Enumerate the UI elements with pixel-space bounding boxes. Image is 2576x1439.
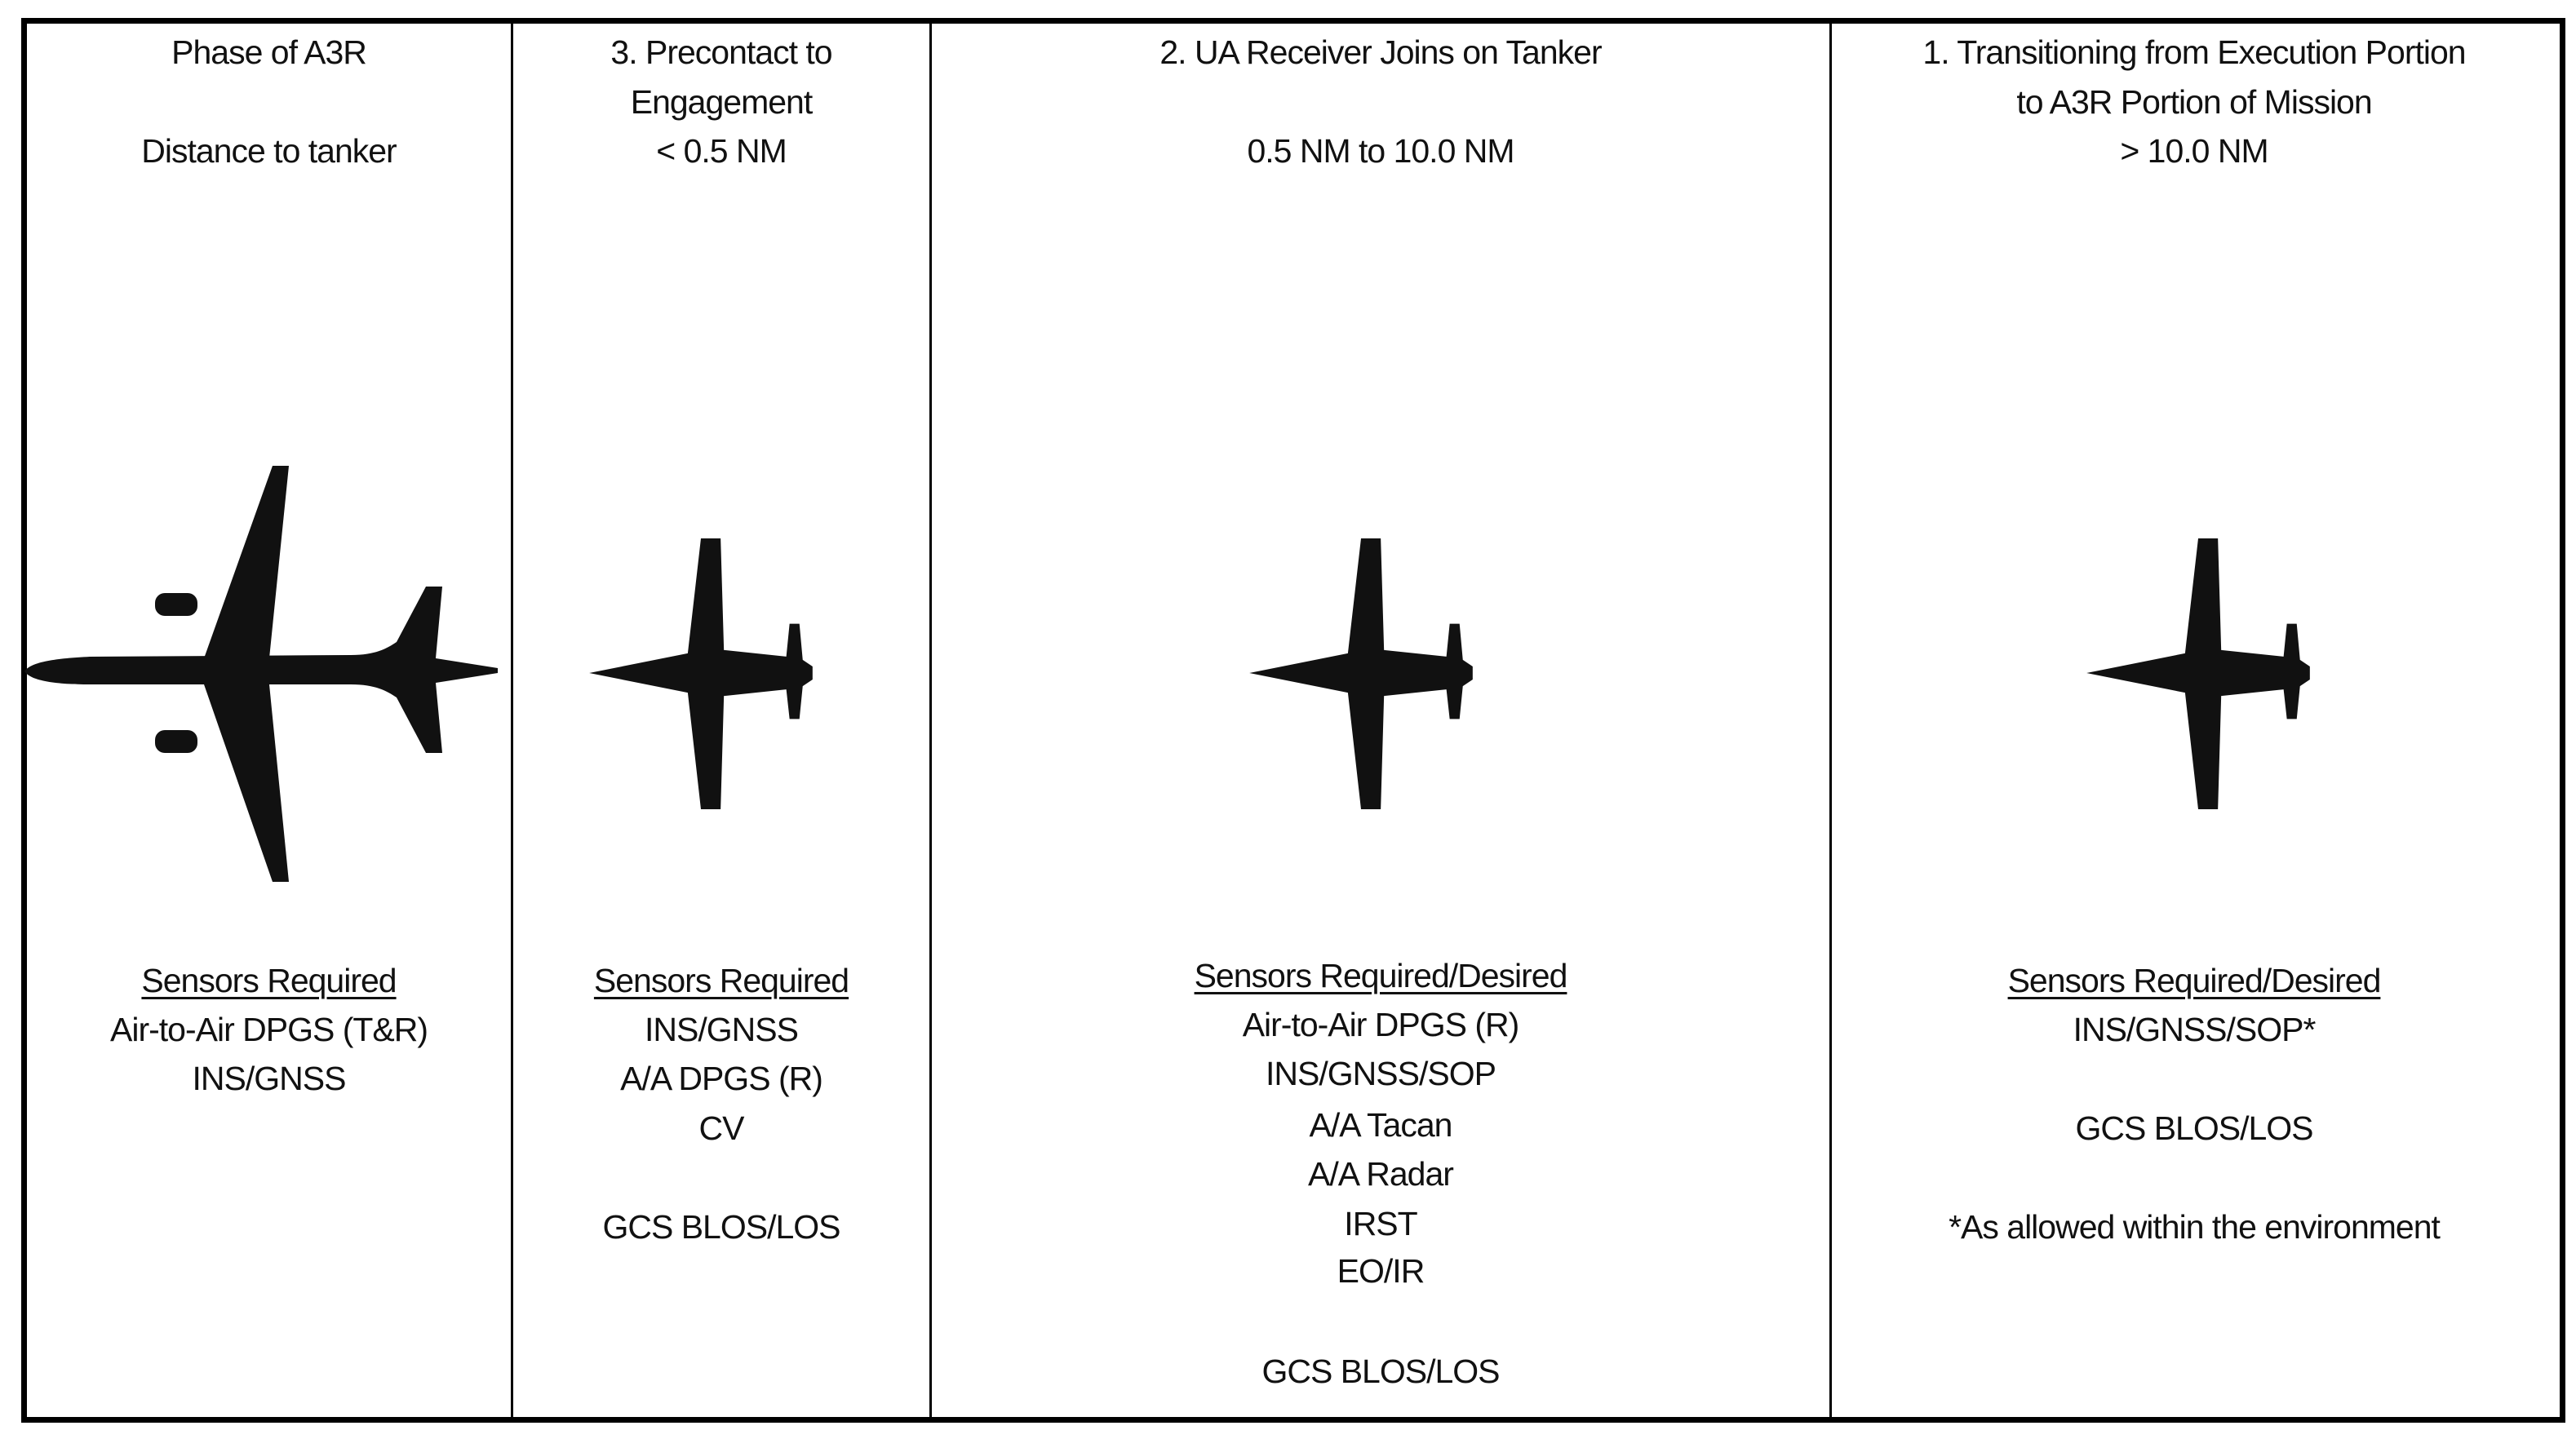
sensor-item: A/A DPGS (R)	[620, 1060, 822, 1097]
sensor-item: INS/GNSS	[645, 1011, 798, 1048]
ua-receiver-icon	[1248, 538, 1474, 809]
header-line: 3. Precontact to	[610, 33, 832, 71]
column-phase-label	[27, 0, 511, 1439]
sensor-item: IRST	[1344, 1205, 1417, 1242]
footnote: *As allowed within the environment	[1949, 1208, 2440, 1246]
sensors-title: Sensors Required	[593, 962, 849, 999]
sensor-item: GCS BLOS/LOS	[1261, 1353, 1500, 1390]
header-line: Phase of A3R	[171, 33, 366, 71]
ua-receiver-icon	[588, 538, 814, 809]
sensor-item: A/A Tacan	[1309, 1106, 1452, 1144]
sensor-item: GCS BLOS/LOS	[602, 1208, 840, 1246]
header-line: Distance to tanker	[141, 132, 397, 170]
sensors-title: Sensors Required/Desired	[1194, 957, 1567, 994]
header-line: < 0.5 NM	[656, 132, 787, 170]
tanker-airliner-icon	[24, 465, 498, 883]
sensor-item: CV	[698, 1109, 744, 1147]
column-phase-2	[932, 0, 1829, 1439]
sensor-item: Air-to-Air DPGS (T&R)	[110, 1011, 428, 1048]
column-phase-3	[513, 0, 929, 1439]
sensors-title: Sensors Required	[141, 962, 397, 999]
sensor-item: EO/IR	[1337, 1252, 1425, 1290]
sensors-title: Sensors Required/Desired	[2007, 962, 2381, 999]
sensor-item: GCS BLOS/LOS	[2075, 1109, 2313, 1147]
sensor-item: A/A Radar	[1308, 1155, 1453, 1193]
header-line: Engagement	[630, 83, 813, 121]
header-line: 2. UA Receiver Joins on Tanker	[1159, 33, 1602, 71]
sensor-item: INS/GNSS/SOP	[1266, 1055, 1496, 1092]
sensor-item: Air-to-Air DPGS (R)	[1242, 1006, 1519, 1043]
sensor-item: INS/GNSS	[192, 1060, 346, 1097]
column-phase-1	[1832, 0, 2556, 1439]
header-line: 1. Transitioning from Execution Portion	[1922, 33, 2466, 71]
ua-receiver-icon	[2086, 538, 2311, 809]
header-line: 0.5 NM to 10.0 NM	[1247, 132, 1514, 170]
sensor-item: INS/GNSS/SOP*	[2073, 1011, 2316, 1048]
header-line: to A3R Portion of Mission	[2016, 83, 2372, 121]
header-line: > 10.0 NM	[2120, 132, 2268, 170]
